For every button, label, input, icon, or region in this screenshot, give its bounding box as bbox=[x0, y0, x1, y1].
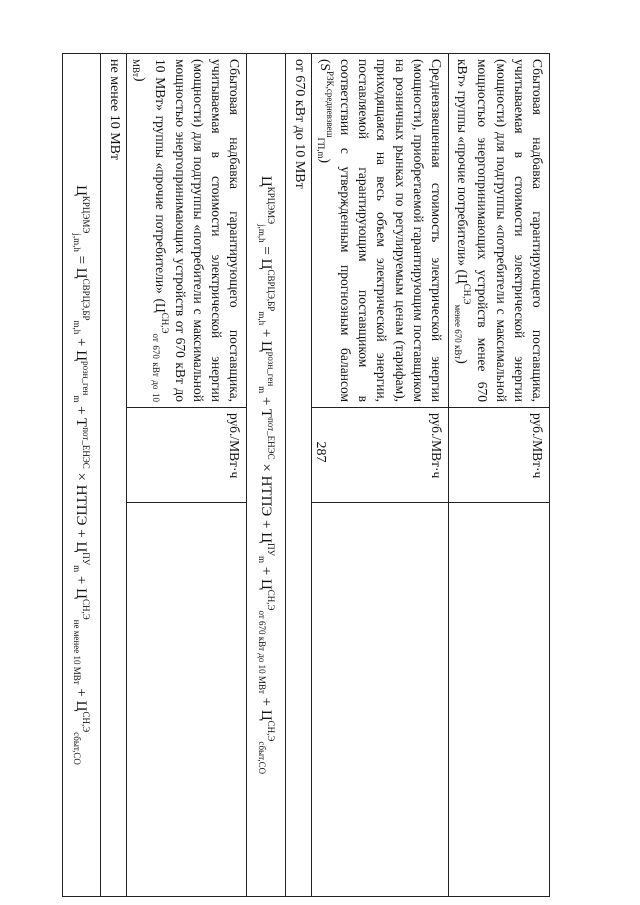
row-unit: руб./МВт·ч bbox=[127, 408, 247, 503]
symbol-superscript: РЗК,средневзвеш bbox=[324, 71, 335, 138]
section-heading: от 670 кВт до 10 МВт bbox=[285, 54, 311, 897]
symbol-subscript: от 670 кВт до 10 МВт bbox=[131, 59, 161, 403]
formula-part: + T bbox=[257, 393, 274, 419]
closing-paren: ) bbox=[317, 158, 333, 164]
formula-part: × НТПЭ + Ц bbox=[73, 468, 90, 553]
formula-sub: m bbox=[72, 565, 83, 573]
formula bbox=[63, 54, 101, 897]
formula-sup: розн_ген bbox=[81, 361, 92, 396]
formula-sup: СН,Э bbox=[81, 598, 92, 620]
formula-sup: СВРЦЭ,БР bbox=[265, 269, 276, 312]
section-heading: не менее 10 МВт bbox=[101, 54, 127, 897]
symbol-superscript: СН,Э bbox=[159, 312, 170, 334]
formula-sup: СН,Э bbox=[265, 589, 276, 611]
section-row bbox=[101, 54, 127, 897]
formula-part: + Ц bbox=[73, 572, 90, 599]
formula-sup: пот_ЕНЭС bbox=[81, 427, 92, 469]
row-unit: руб./МВт·ч bbox=[311, 408, 448, 503]
formula-sup: СВРЦЭ,БР bbox=[81, 278, 92, 321]
formula-part: + Ц bbox=[73, 334, 90, 362]
table-wrapper bbox=[72, 53, 550, 863]
row-description bbox=[127, 54, 247, 408]
table-row bbox=[311, 54, 448, 897]
formula-sup: КРЦЭМЭ bbox=[81, 195, 92, 234]
formula-sub: сбыт,СО bbox=[256, 741, 267, 775]
formula-part: + T bbox=[73, 402, 90, 428]
formula-row bbox=[63, 54, 101, 897]
symbol-subscript: ГП,m bbox=[315, 137, 326, 159]
formula-sup: СН,Э bbox=[265, 720, 276, 742]
formula-sup: пот_ЕНЭС bbox=[265, 418, 276, 460]
formula-sup: ПУ bbox=[81, 552, 92, 566]
formula-part: + Ц bbox=[257, 693, 274, 721]
symbol-superscript: СН,Э bbox=[462, 283, 473, 305]
description-text: Сбытовая надбавка гарантирующего поставщика, учитываемая в стоимости электрической энергии (мощности) для подгруппы «потребители с максимальной мощностью энергопринимающих устройств от 670 кВт до 10 МВт» группы «прочие потребители» (Ц bbox=[152, 59, 243, 402]
row-description bbox=[448, 54, 549, 408]
tariff-table bbox=[62, 53, 550, 897]
row-value bbox=[127, 503, 247, 897]
row-value bbox=[311, 503, 448, 897]
formula-sub: j,m,h bbox=[72, 233, 83, 252]
formula-part: + Ц bbox=[257, 325, 274, 352]
formula-part: + Ц bbox=[257, 562, 274, 590]
formula-part: Ц bbox=[257, 175, 274, 187]
closing-paren: ) bbox=[133, 76, 149, 82]
rotated-page-content bbox=[72, 53, 550, 863]
formula-sup: КРЦЭМЭ bbox=[265, 186, 276, 225]
table-row bbox=[448, 54, 549, 897]
formula-sub: m bbox=[72, 395, 83, 403]
formula-sub: j,m,h bbox=[256, 224, 267, 243]
formula bbox=[247, 54, 285, 897]
formula-sub: m bbox=[256, 386, 267, 394]
formula-part: + Ц bbox=[73, 684, 90, 712]
formula-sup: СН,Э bbox=[81, 711, 92, 733]
symbol-subscript: менее 670 кВт bbox=[453, 304, 464, 360]
formula-sub: не менее 10 МВт bbox=[72, 619, 83, 685]
row-value bbox=[448, 503, 549, 897]
formula-part: × НТПЭ + Ц bbox=[257, 459, 274, 544]
table-row bbox=[127, 54, 247, 897]
row-description bbox=[311, 54, 448, 408]
formula-part: = Ц bbox=[73, 251, 90, 279]
description-text: Сбытовая надбавка гарантирующего поставщика, учитываемая в стоимости электрической энергии (мощности) для подгруппы «потребители с максимальной мощностью энергопринимающих устройств менее 670 кВт» группы «прочие потребители» (Ц bbox=[455, 59, 545, 402]
formula-sub: сбыт,СО bbox=[72, 732, 83, 765]
formula-row bbox=[247, 54, 285, 897]
formula-sup: ПУ bbox=[265, 543, 276, 556]
row-unit: руб./МВт·ч bbox=[448, 408, 549, 503]
section-row bbox=[285, 54, 311, 897]
formula-part: = Ц bbox=[257, 242, 274, 270]
description-text: Средневзвешенная стоимость электрической энергии (мощности), приобретаемой гарантирующим поставщиком на розничных рынках по регулируемым ценам (тарифам), приходящаяся на весь объем электрической энергии, поставляемой гарантирующим поставщиком в соответствии с утвержденным прогнозным балансом (S bbox=[317, 59, 444, 402]
closing-paren: ) bbox=[455, 359, 471, 364]
page-number: 287 bbox=[313, 441, 328, 463]
formula-sup: розн_ген bbox=[265, 351, 276, 387]
formula-sub: от 670 кВт до 10 МВт bbox=[256, 610, 267, 694]
formula-part: Ц bbox=[73, 185, 90, 196]
formula-sub: m,h bbox=[72, 320, 83, 335]
formula-sub: m bbox=[256, 555, 267, 563]
formula-sub: m,h bbox=[256, 311, 267, 326]
